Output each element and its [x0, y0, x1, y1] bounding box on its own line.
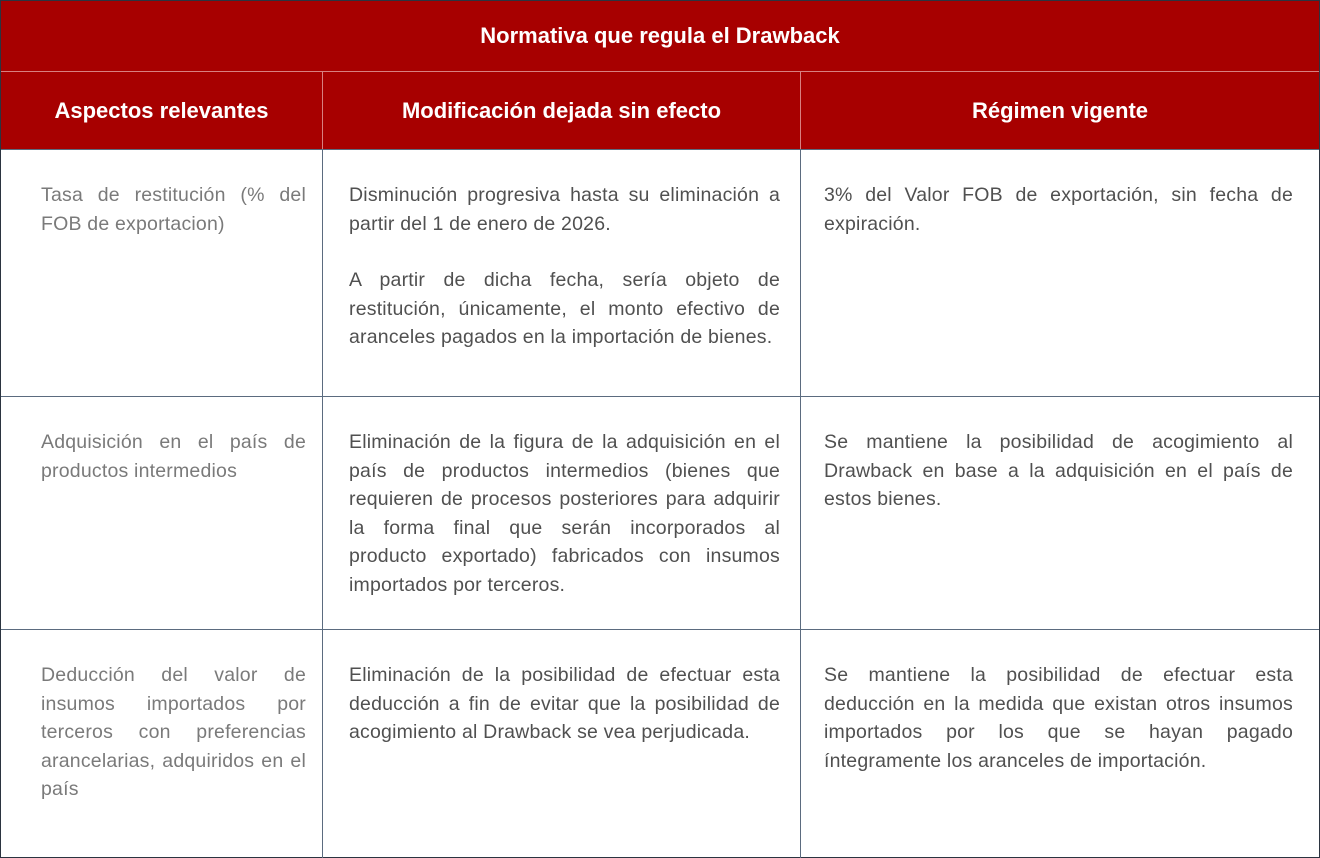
column-header-modification: Modificación dejada sin efecto	[323, 72, 801, 149]
current-regime-cell	[801, 397, 1319, 629]
table-row	[1, 149, 1319, 396]
aspect-text: Tasa de restitución (% del FOB de exportacion)	[41, 184, 306, 235]
table-row	[1, 396, 1319, 629]
current-regime-text: Se mantiene la posibilidad de efectuar esta deducción en la medida que existan otros insumos importados por los que se hayan pagado íntegramente los aranceles de importación.	[824, 664, 1293, 772]
current-regime-cell	[801, 150, 1319, 396]
modification-cell	[323, 630, 801, 858]
column-header-row	[1, 72, 1319, 149]
modification-text: Eliminación de la figura de la adquisición en el país de productos intermedios (bienes que requieren de procesos posteriores para adquirir la forma final que serán incorporados al producto exportado) fabricados con insumos importados por terceros.	[349, 431, 780, 596]
aspect-text: Deducción del valor de insumos importados por terceros con preferencias arancelarias, adquiridos en el país	[41, 664, 306, 800]
aspect-cell	[1, 397, 323, 629]
column-header-current-regime: Régimen vigente	[971, 97, 1149, 123]
modification-cell	[323, 150, 801, 396]
aspect-cell	[1, 150, 323, 396]
column-header-aspects: Aspectos relevantes	[1, 72, 323, 149]
current-regime-text: Se mantiene la posibilidad de acogimiento al Drawback en base a la adquisición en el país de estos bienes.	[824, 431, 1293, 510]
modification-text: Disminución progresiva hasta su eliminación a partir del 1 de enero de 2026.	[349, 184, 780, 235]
table-row	[1, 629, 1319, 858]
aspect-text: Adquisición en el país de productos intermedios	[41, 431, 306, 482]
modification-text: Eliminación de la posibilidad de efectuar esta deducción a fin de evitar que la posibilidad de acogimiento al Drawback se vea perjudicada.	[349, 664, 780, 743]
current-regime-text: 3% del Valor FOB de exportación, sin fecha de expiración.	[824, 184, 1293, 235]
modification-cell	[323, 397, 801, 629]
aspect-cell	[1, 630, 323, 858]
modification-text: A partir de dicha fecha, sería objeto de restitución, únicamente, el monto efectivo de aranceles pagados en la importación de bienes.	[349, 269, 780, 348]
current-regime-cell	[801, 630, 1319, 858]
table-title: Normativa que regula el Drawback	[1, 1, 1319, 72]
